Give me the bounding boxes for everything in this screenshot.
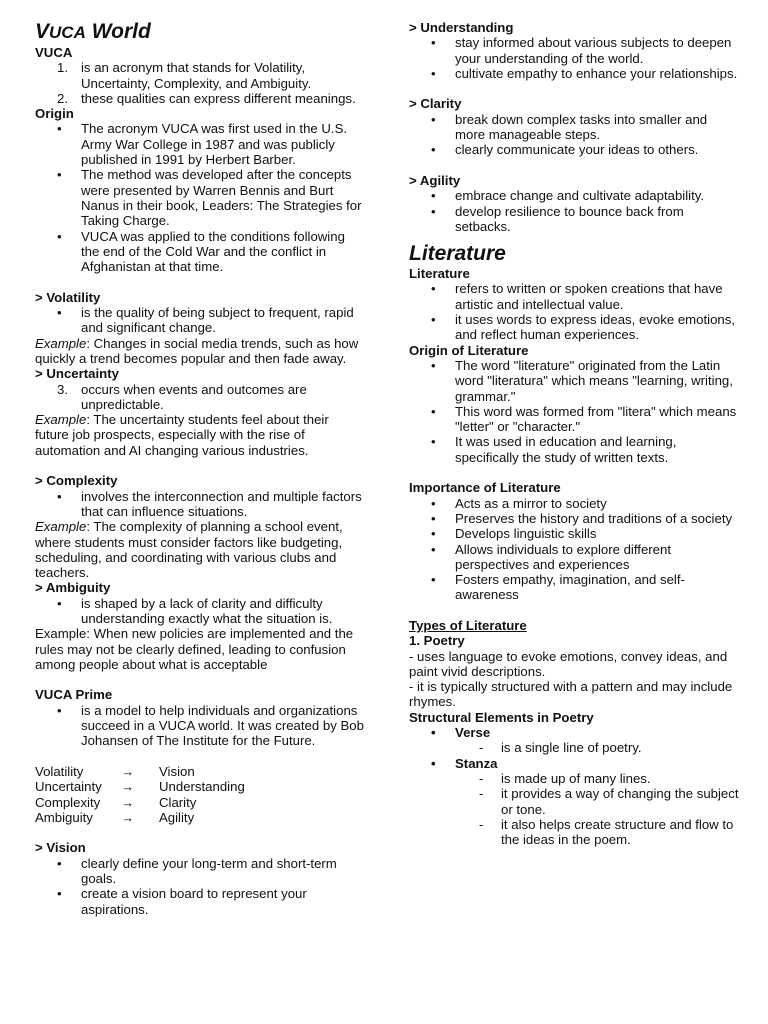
- ambiguity-example: Example: When new policies are implemented and the rules may not be clearly defined, leading to confusion among people about what is acceptable: [35, 626, 354, 672]
- uncertainty-heading: > Uncertainty: [35, 366, 119, 382]
- list-item: • Allows individuals to explore different perspectives and experiences: [431, 541, 672, 572]
- complexity-list: [35, 489, 365, 520]
- list-item: • This word was formed from "litera" which means "letter" or "character.": [431, 403, 737, 435]
- vision-list: [35, 856, 365, 917]
- stanza-item: • Stanza: [431, 755, 498, 771]
- volatility-list: [35, 305, 365, 336]
- right-column: [409, 20, 739, 847]
- mapping-from: Ambiguity: [35, 809, 93, 825]
- understanding-heading: > Understanding: [409, 20, 514, 35]
- list-item: • Acts as a mirror to society: [431, 495, 607, 511]
- uncertainty-example: Example: The uncertainty students feel about their future job prospects, especially with the rise of automation and AI changing various industries.: [35, 412, 329, 458]
- structural-list: [409, 725, 739, 740]
- list-item: • Preserves the history and traditions of a society: [431, 510, 733, 526]
- list-item: • clearly define your long-term and short-term goals.: [57, 855, 337, 887]
- mapping-to: Vision: [159, 763, 195, 779]
- stanza-heading-list: [409, 756, 739, 771]
- vuca-prime-mapping: [35, 764, 365, 825]
- list-item: - it provides a way of changing the subject or tone.: [479, 786, 739, 817]
- ambiguity-heading: > Ambiguity: [35, 580, 111, 596]
- list-item: • is a model to help individuals and organizations succeed in a VUCA world. It was created by Bob Johansen of The Institute for the Future.: [57, 702, 364, 749]
- mapping-to: Understanding: [159, 779, 245, 795]
- list-item: • Fosters empathy, imagination, and self-awareness: [431, 572, 685, 603]
- list-item: 3. occurs when events and outcomes are unpredictable.: [57, 381, 307, 412]
- vuca-prime-list: [35, 703, 365, 749]
- verse-list: [409, 740, 739, 755]
- literature-list: [409, 281, 739, 342]
- volatility-heading: > Volatility: [35, 289, 101, 305]
- arrow-icon: →: [121, 763, 135, 779]
- poetry-line: - it is typically structured with a pattern and may include rhymes.: [409, 679, 733, 710]
- list-item: • break down complex tasks into smaller and more manageable steps.: [431, 111, 708, 143]
- origin-literature-list: [409, 358, 739, 465]
- vuca-heading: VUCA: [35, 45, 73, 60]
- complexity-heading: > Complexity: [35, 473, 118, 489]
- list-item: • develop resilience to bounce back from setbacks.: [431, 203, 684, 234]
- list-item: • Develops linguistic skills: [431, 526, 597, 542]
- list-item: • it uses words to express ideas, evoke emotions, and reflect human experiences.: [431, 312, 736, 343]
- clarity-list: [409, 112, 739, 158]
- mapping-from: Volatility: [35, 763, 84, 779]
- arrow-icon: →: [121, 779, 135, 795]
- origin-heading: Origin: [35, 106, 74, 122]
- page-title: VUCA World: [35, 20, 151, 43]
- mapping-to: Clarity: [159, 794, 197, 810]
- list-item: - it also helps create structure and flow to the ideas in the poem.: [479, 816, 734, 848]
- uncertainty-list: [35, 382, 365, 413]
- left-column: [35, 20, 365, 917]
- arrow-icon: →: [121, 809, 135, 825]
- literature-title: Literature: [409, 242, 506, 266]
- vuca-list: [35, 60, 365, 106]
- arrow-icon: →: [121, 794, 135, 810]
- list-item: • is the quality of being subject to frequent, rapid and significant change.: [57, 305, 354, 336]
- mapping-from: Uncertainty: [35, 779, 102, 795]
- list-item: • is shaped by a lack of clarity and difficulty understanding exactly what the situation is.: [57, 595, 333, 626]
- verse-item: • Verse: [431, 725, 491, 741]
- poetry-heading: 1. Poetry: [409, 633, 465, 649]
- list-item: 1. is an acronym that stands for Volatility, Uncertainty, Complexity, and Ambiguity.: [57, 60, 312, 91]
- complexity-example: Example: The complexity of planning a school event, where students must consider factors like budgeting, scheduling, and coordinating with various clubs and teachers.: [35, 519, 343, 581]
- mapping-to: Agility: [159, 809, 195, 825]
- importance-heading: Importance of Literature: [409, 480, 561, 496]
- list-item: 2. these qualities can express different meanings.: [57, 90, 356, 106]
- list-item: • The word "literature" originated from the Latin word "literatura" which means "learning, writing, grammar.": [431, 357, 733, 404]
- ambiguity-list: [35, 596, 365, 627]
- clarity-heading: > Clarity: [409, 96, 462, 112]
- list-item: • cultivate empathy to enhance your relationships.: [431, 65, 738, 81]
- origin-literature-heading: Origin of Literature: [409, 342, 529, 358]
- types-heading: Types of Literature: [409, 617, 527, 633]
- importance-list: [409, 496, 739, 603]
- list-item: - is made up of many lines.: [479, 770, 651, 786]
- list-item: - is a single line of poetry.: [479, 740, 642, 756]
- literature-heading: Literature: [409, 266, 470, 282]
- list-item: • refers to written or spoken creations that have artistic and intellectual value.: [431, 281, 723, 312]
- list-item: • clearly communicate your ideas to others.: [431, 142, 699, 158]
- list-item: • The acronym VUCA was first used in the U.S. Army War College in 1987 and was publicly published in 1991 by Herbert Barber.: [57, 121, 348, 168]
- list-item: • involves the interconnection and multiple factors that can influence situations.: [57, 488, 362, 519]
- volatility-example: Example: Changes in social media trends, such as how quickly a trend becomes popular and then fade away.: [35, 335, 359, 366]
- vuca-prime-heading: VUCA Prime: [35, 687, 113, 703]
- agility-heading: > Agility: [409, 172, 461, 188]
- list-item: • VUCA was applied to the conditions following the end of the Cold War and the conflict in Afghanistan at that time.: [57, 228, 345, 275]
- list-item: • create a vision board to represent your aspirations.: [57, 886, 307, 917]
- list-item: • The method was developed after the concepts were presented by Warren Bennis and Burt Nanus in their book, Leaders: The Strategies for Taking Charge.: [57, 167, 362, 229]
- stanza-list: [409, 771, 739, 847]
- mapping-from: Complexity: [35, 794, 101, 810]
- poetry-line: - uses language to evoke emotions, convey ideas, and paint vivid descriptions.: [409, 648, 728, 679]
- structural-heading: Structural Elements in Poetry: [409, 709, 594, 725]
- list-item: • It was used in education and learning, specifically the study of written texts.: [431, 434, 677, 465]
- list-item: • stay informed about various subjects to deepen your understanding of the world.: [431, 35, 732, 66]
- agility-list: [409, 188, 739, 234]
- understanding-list: [409, 35, 739, 81]
- vision-heading: > Vision: [35, 840, 86, 856]
- origin-list: [35, 121, 365, 274]
- list-item: • embrace change and cultivate adaptability.: [431, 188, 705, 204]
